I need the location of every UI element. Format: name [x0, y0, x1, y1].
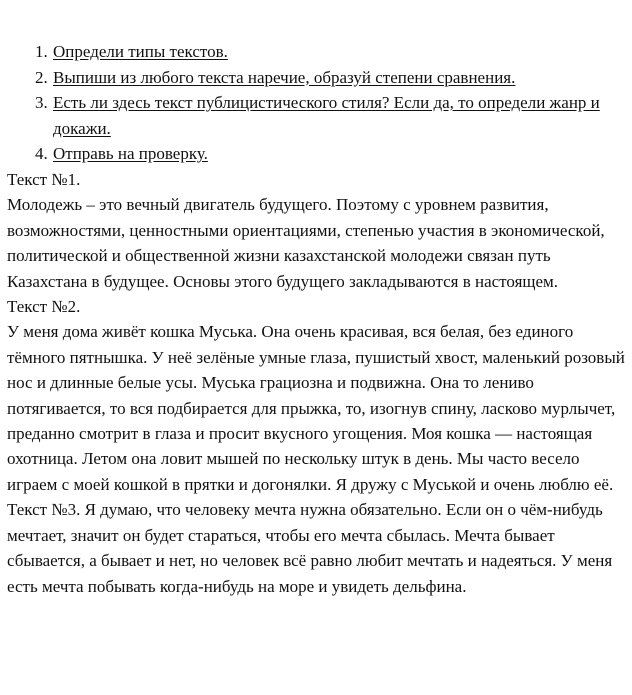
- texts-section: [7, 167, 627, 599]
- text1-body: Молодежь – это вечный двигатель будущего. Поэтому с уровнем развития, возможностями, ценностными ориентациями, степенью участия в экономической, политической и общественной жизни казахстанской молодежи связан путь Казахстана в будущее. Основы этого будущего закладываются в настоящем.: [7, 195, 605, 291]
- task-text: Есть ли здесь текст публицистического стиля? Если да, то определи жанр и докажи.: [53, 93, 600, 138]
- task-item-4: [0, 141, 632, 167]
- text2-heading: Текст №2.: [7, 297, 81, 317]
- text1-heading: Текст №1.: [7, 170, 81, 189]
- task-item-2: [0, 65, 632, 91]
- task-number: 1.: [35, 42, 48, 61]
- text3-heading: Текст №3.: [7, 500, 81, 520]
- task-item-3: [0, 90, 632, 141]
- task-text: Определи типы текстов.: [53, 42, 228, 61]
- text3-body: Я думаю, что человеку мечта нужна обязательно. Если он о чём-нибудь мечтает, значит он будет стараться, чтобы его мечта сбылась. Мечта бывает сбывается, а бывает и нет, но человек всё равно любит мечтать и надеяться. У меня есть мечта побывать когда-нибудь на море и увидеть дельфина.: [7, 500, 613, 596]
- task-list: [0, 39, 632, 167]
- task-number: 4.: [35, 144, 48, 163]
- task-item-1: [0, 39, 632, 65]
- task-number: 2.: [35, 67, 48, 87]
- task-text: Выпиши из любого текста наречие, образуй степени сравнения.: [53, 67, 516, 87]
- text2-body: У меня дома живёт кошка Муська. Она очень красивая, вся белая, без единого тёмного пятнышка. У неё зелёные умные глаза, пушистый хвост, маленький розовый нос и длинные белые усы. Муська грациозна и подвижна. Она то лениво потягивается, то вся подбирается для прыжка, то, изогнув спину, ласково мурлычет, преданно смотрит в глаза и просит вкусного угощения. Моя кошка — настоящая охотница. Летом она ловит мышей по нескольку штук в день. Мы часто весело играем с моей кошкой в прятки и догонялки. Я дружу с Муськой и очень люблю её.: [7, 322, 625, 494]
- task-text: Отправь на проверку.: [53, 144, 208, 163]
- task-number: 3.: [35, 93, 48, 112]
- text3-paragraph: [7, 497, 627, 599]
